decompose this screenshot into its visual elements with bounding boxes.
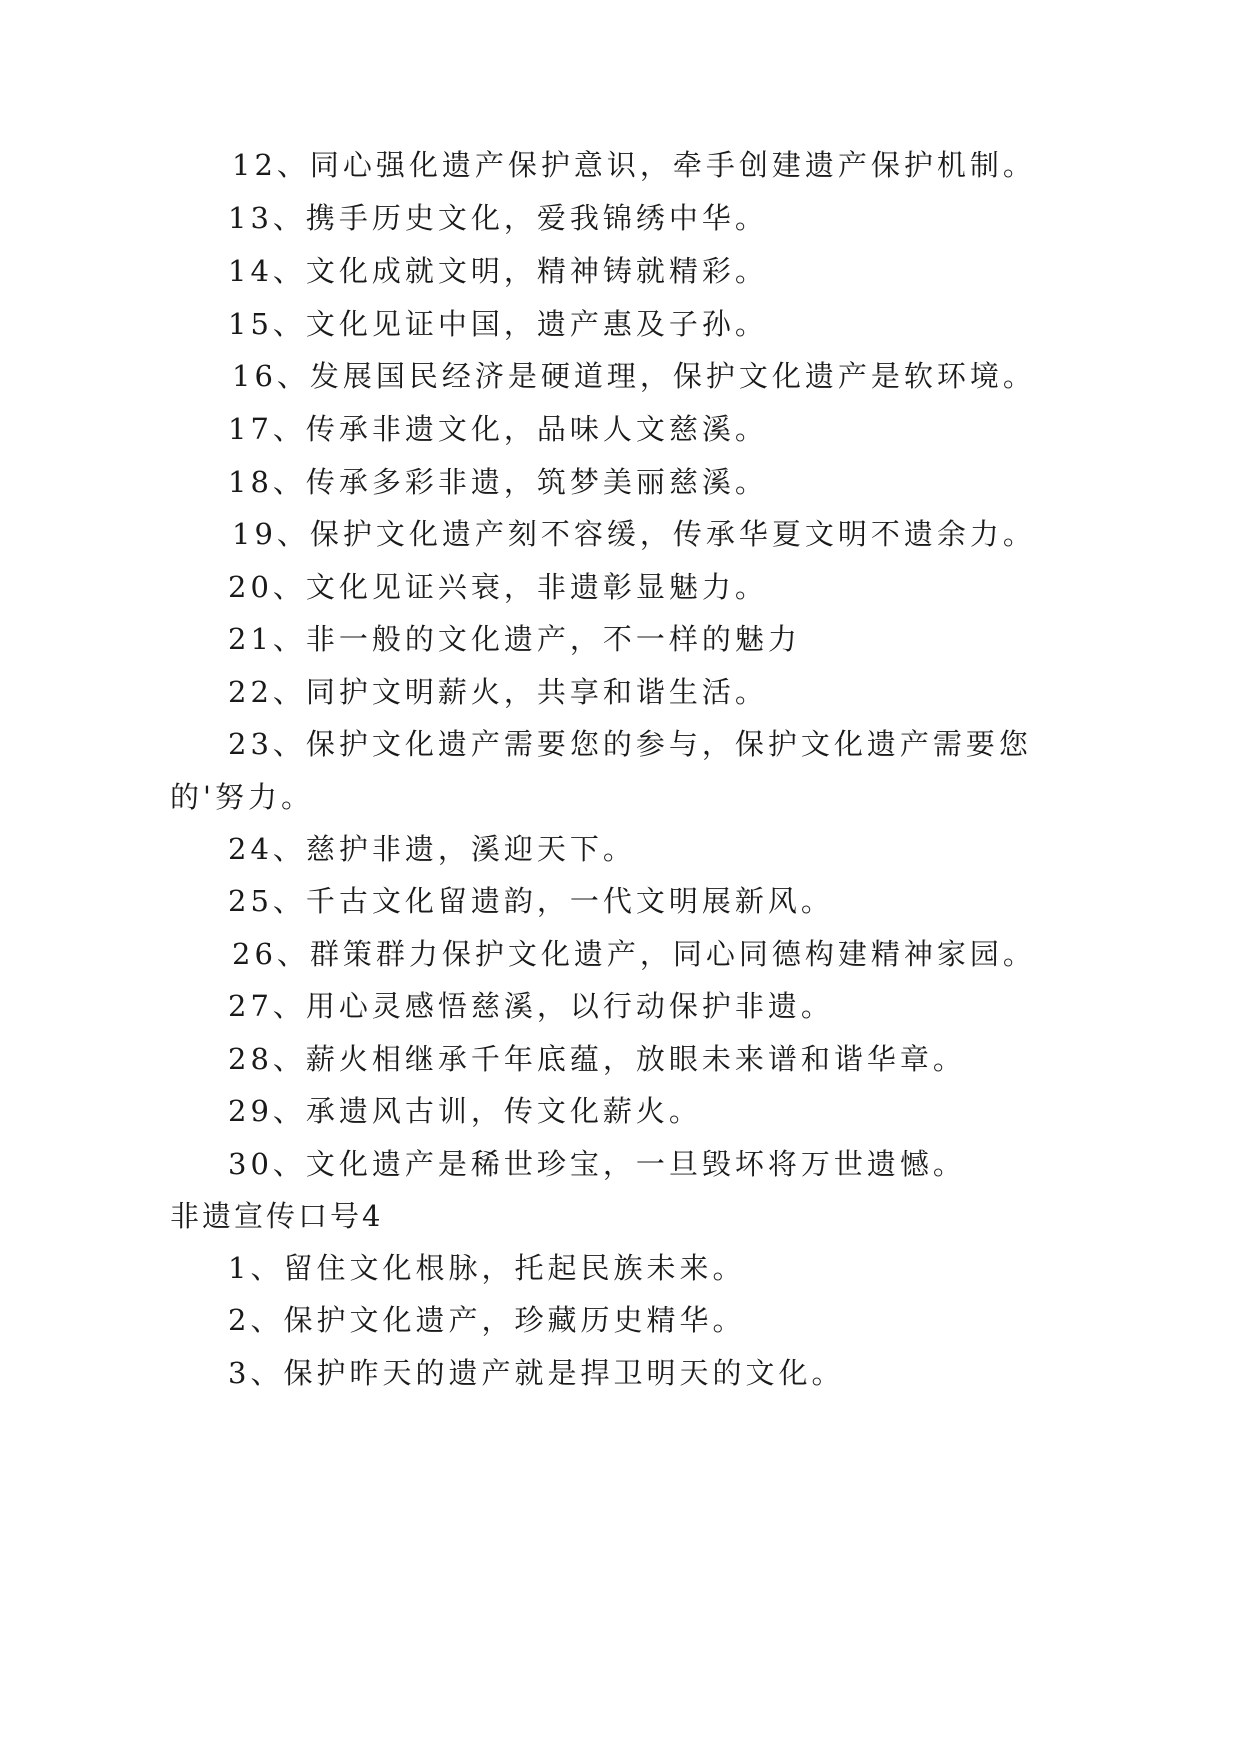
slogan-item-26: 26、群策群力保护文化遗产，同心同德构建精神家园。 [232,937,1036,971]
slogan-item-13: 13、携手历史文化，爱我锦绣中华。 [228,201,768,235]
slogan-item-15: 15、文化见证中国，遗产惠及子孙。 [228,307,768,341]
slogan-item-3: 3、保护昨天的遗产就是捍卫明天的文化。 [228,1356,845,1390]
slogan-item-28: 28、薪火相继承千年底蕴，放眼未来谱和谐华章。 [228,1042,966,1076]
slogan-item-16: 16、发展国民经济是硬道理，保护文化遗产是软环境。 [232,359,1036,393]
slogan-item-21: 21、非一般的文化遗产，不一样的魅力 [228,622,801,656]
section-heading: 非遗宣传口号4 [170,1199,384,1233]
slogan-item-29: 29、承遗风古训，传文化薪火。 [228,1094,702,1128]
slogan-item-19: 19、保护文化遗产刻不容缓，传承华夏文明不遗余力。 [232,517,1036,551]
slogan-item-12: 12、同心强化遗产保护意识，牵手创建遗产保护机制。 [232,148,1036,182]
slogan-item-30: 30、文化遗产是稀世珍宝，一旦毁坏将万世遗憾。 [228,1147,966,1181]
slogan-item-14: 14、文化成就文明，精神铸就精彩。 [228,254,768,288]
slogan-item-20: 20、文化见证兴衰，非遗彰显魅力。 [228,570,768,604]
slogan-item-27: 27、用心灵感悟慈溪，以行动保护非遗。 [228,989,834,1023]
slogan-item-23-continued: 的'努力。 [170,780,314,814]
slogan-item-22: 22、同护文明薪火，共享和谐生活。 [228,675,768,709]
slogan-item-23: 23、保护文化遗产需要您的参与，保护文化遗产需要您 [228,727,1032,761]
slogan-item-25: 25、千古文化留遗韵，一代文明展新风。 [228,884,834,918]
slogan-item-1: 1、留住文化根脉，托起民族未来。 [228,1251,746,1285]
slogan-item-17: 17、传承非遗文化，品味人文慈溪。 [228,412,768,446]
slogan-item-2: 2、保护文化遗产，珍藏历史精华。 [228,1303,746,1337]
slogan-item-24: 24、慈护非遗，溪迎天下。 [228,832,636,866]
slogan-item-18: 18、传承多彩非遗，筑梦美丽慈溪。 [228,465,768,499]
